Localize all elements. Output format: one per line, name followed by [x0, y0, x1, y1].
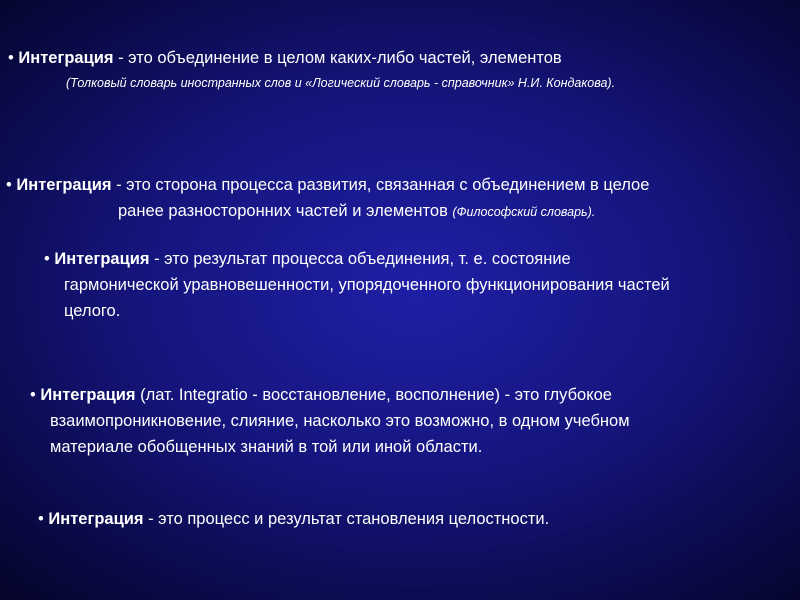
definition-1-term: Интеграция: [18, 49, 114, 67]
definition-3-line-2: гармонической уравновешенности, упорядоченного функционирования частей: [64, 276, 670, 294]
bullet: •: [44, 250, 50, 268]
definition-2-source: (Философский словарь).: [452, 205, 596, 219]
definition-3: [44, 246, 670, 324]
definition-4-line-3: материале обобщенных знаний в той или иной области.: [50, 438, 483, 456]
definition-2: [6, 172, 649, 225]
definition-2-term: Интеграция: [16, 176, 112, 194]
bullet: •: [6, 176, 12, 194]
definition-4: [30, 382, 630, 460]
definition-4-term: Интеграция: [40, 386, 136, 404]
definition-5-term: Интеграция: [48, 510, 144, 528]
definition-5-text: - это процесс и результат становления целостности.: [143, 510, 550, 528]
bullet: •: [38, 510, 44, 528]
bullet: •: [30, 386, 36, 404]
definition-3-line-1: [44, 246, 670, 272]
definition-2-line-1: [6, 172, 649, 198]
definition-1-text: - это объединение в целом каких-либо частей, элементов: [113, 49, 562, 67]
definition-2-text-2: ранее разносторонних частей и элементов: [118, 202, 453, 220]
definition-2-text: - это сторона процесса развития, связанная с объединением в целое: [111, 176, 650, 194]
definition-3-line-3: целого.: [64, 302, 121, 320]
definition-3-text: - это результат процесса объединения, т. е. состояние: [149, 250, 571, 268]
bullet: •: [8, 49, 14, 67]
definition-5: [38, 506, 549, 532]
definition-4-text: (лат. Integratio - восстановление, восполнение) - это глубокое: [135, 386, 612, 404]
definition-4-line-1: [30, 382, 630, 408]
definition-2-line-2: [6, 198, 649, 225]
definition-4-line-2: взаимопроникновение, слияние, насколько это возможно, в одном учебном: [50, 412, 630, 430]
definition-1: [8, 45, 615, 93]
definition-5-line-1: [38, 506, 549, 532]
definition-1-source: (Толковый словарь иностранных слов и «Логический словарь - справочник» Н.И. Кондакова).: [66, 76, 616, 90]
definition-1-line-1: [8, 45, 615, 71]
definition-3-term: Интеграция: [54, 250, 150, 268]
